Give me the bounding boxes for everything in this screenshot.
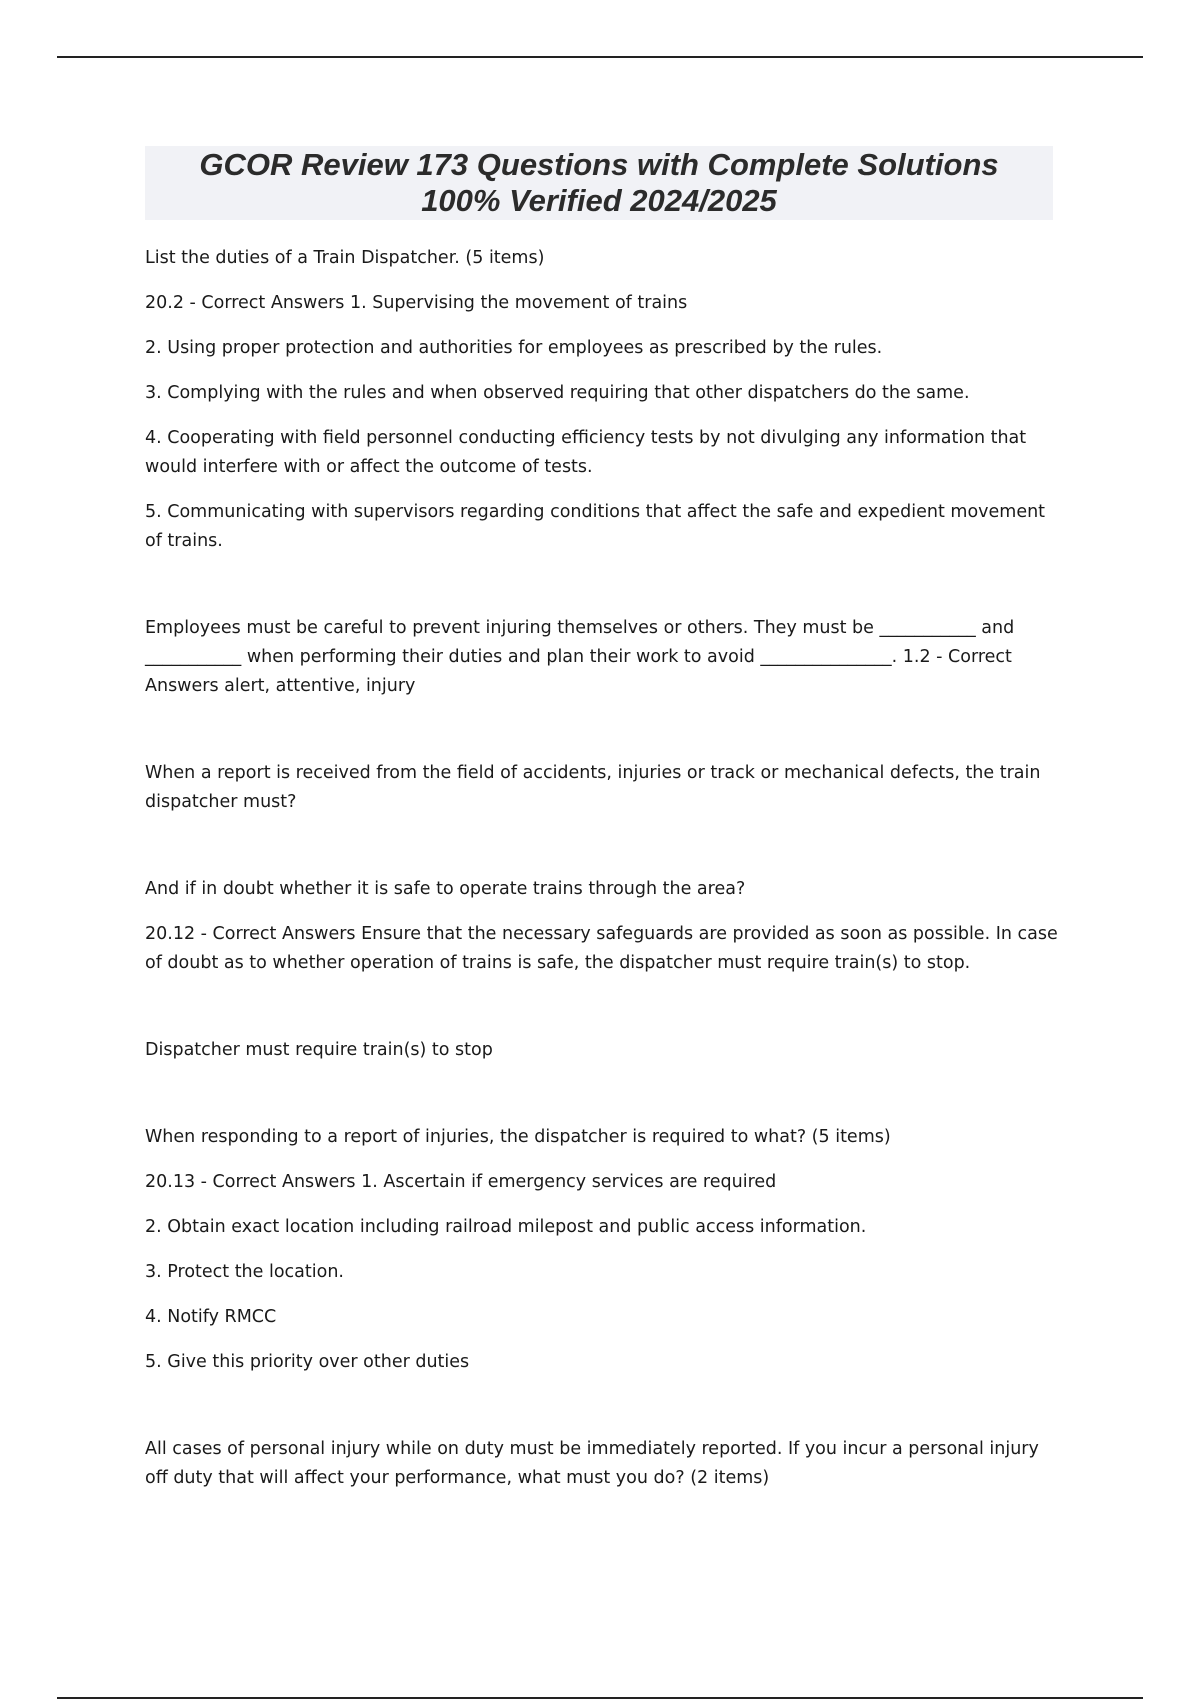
question-3: When a report is received from the field of accidents, injuries or track or mechanical defects, the train dispatcher must? (145, 763, 1041, 812)
question-1: List the duties of a Train Dispatcher. (5 items) (145, 248, 545, 268)
top-rule (57, 56, 1143, 58)
bottom-rule (57, 1697, 1143, 1699)
answer-4-item-3: 3. Protect the location. (145, 1262, 344, 1282)
answer-3-summary: Dispatcher must require train(s) to stop (145, 1040, 493, 1060)
answer-1-item-1: 20.2 - Correct Answers 1. Supervising the movement of trains (145, 293, 688, 313)
answer-1-item-4: 4. Cooperating with field personnel conducting efficiency tests by not divulging any information that would interfere with or affect the outcome of tests. (145, 428, 1027, 477)
title-banner (145, 146, 1053, 220)
answer-4-item-5: 5. Give this priority over other duties (145, 1352, 470, 1372)
question-5: All cases of personal injury while on duty must be immediately reported. If you incur a personal injury off duty that will affect your performance, what must you do? (2 items) (145, 1439, 1039, 1488)
question-4: When responding to a report of injuries, the dispatcher is required to what? (5 items) (145, 1127, 891, 1147)
question-2: Employees must be careful to prevent injuring themselves or others. They must be ___________ and ___________ when performing their duties and plan their work to avoid _______________. 1.2 - Correct Answers alert, attentive, injury (145, 618, 1015, 696)
answer-1-item-5: 5. Communicating with supervisors regarding conditions that affect the safe and expedient movement of trains. (145, 502, 1046, 551)
title-line-2: 100% Verified 2024/2025 (421, 183, 777, 218)
question-3-followup: And if in doubt whether it is safe to operate trains through the area? (145, 879, 746, 899)
document-body (145, 244, 1060, 1509)
title-line-1: GCOR Review 173 Questions with Complete Solutions (199, 147, 999, 182)
answer-4-item-1: 20.13 - Correct Answers 1. Ascertain if emergency services are required (145, 1172, 777, 1192)
answer-4-item-4: 4. Notify RMCC (145, 1307, 277, 1327)
answer-3: 20.12 - Correct Answers Ensure that the necessary safeguards are provided as soon as possible. In case of doubt as to whether operation of trains is safe, the dispatcher must require train(s) to stop. (145, 924, 1058, 973)
answer-1-item-2: 2. Using proper protection and authorities for employees as prescribed by the rules. (145, 338, 883, 358)
answer-4-item-2: 2. Obtain exact location including railroad milepost and public access information. (145, 1217, 867, 1237)
answer-1-item-3: 3. Complying with the rules and when observed requiring that other dispatchers do the same. (145, 383, 970, 403)
